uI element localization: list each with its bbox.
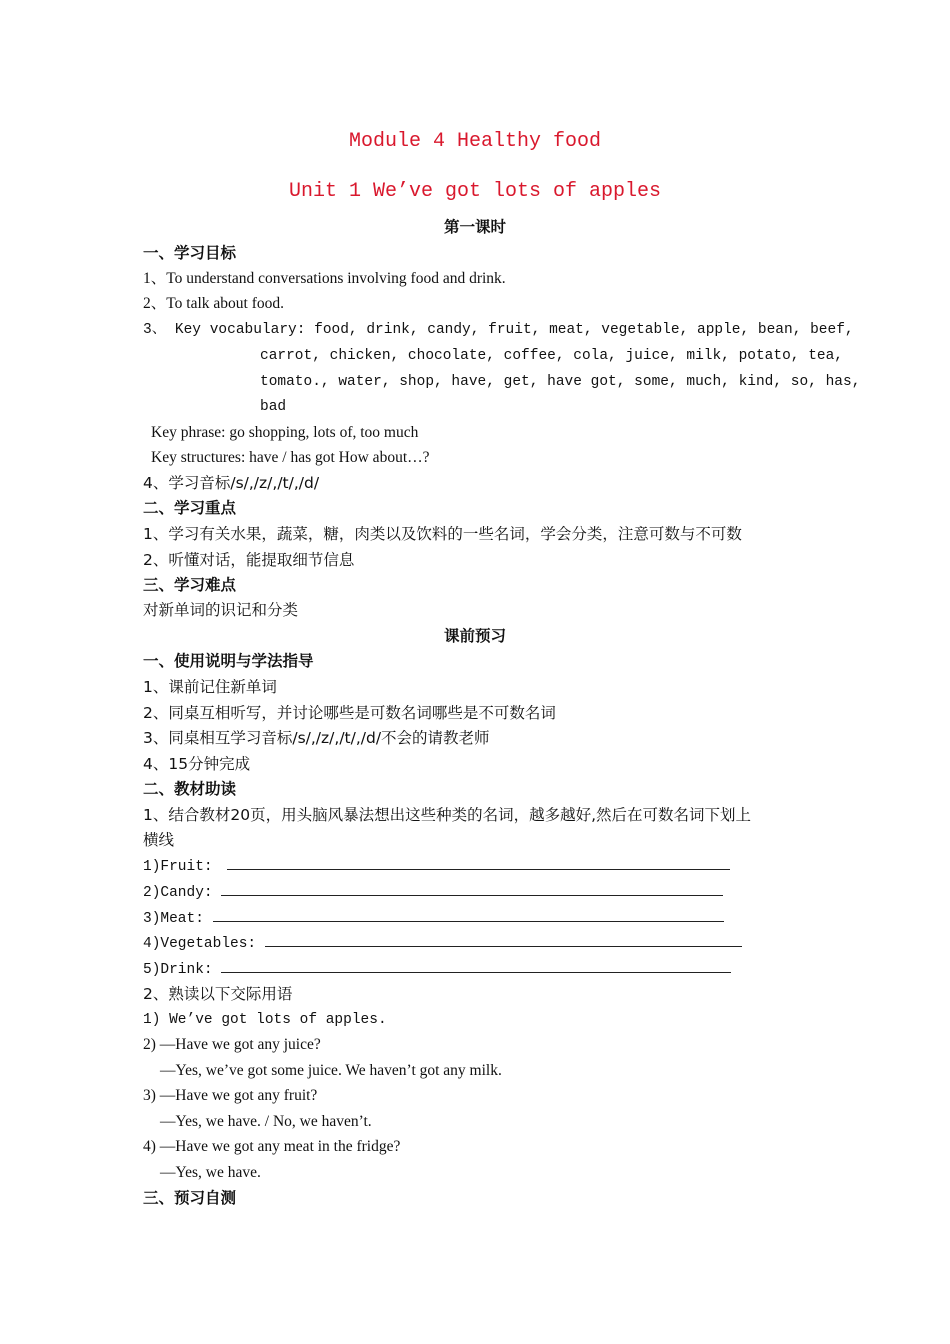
- fill-drink: [143, 958, 731, 981]
- lesson-label: 第一课时: [443, 218, 506, 236]
- fill-meat-blank[interactable]: [213, 907, 724, 922]
- reading-question-1-line1: 1、结合教材20页，用头脑风暴法想出这些种类的名词，越多越好,然后在可数名词下划上: [143, 806, 752, 824]
- fill-candy: [143, 881, 723, 904]
- fill-fruit: [143, 855, 730, 878]
- reading-question-2: 2、熟读以下交际用语: [143, 985, 293, 1003]
- instruction-item-3: 3、同桌相互学习音标/s/,/z/,/t/,/d/不会的请教老师: [143, 729, 490, 747]
- dialogue-2-question: 2) —Have we got any juice?: [143, 1036, 321, 1053]
- fill-fruit-label: 1)Fruit:: [143, 859, 213, 875]
- key-point-1: 1、学习有关水果，蔬菜，糖，肉类以及饮料的一些名词，学会分类，注意可数与不可数: [143, 525, 742, 543]
- key-point-2: 2、听懂对话，能提取细节信息: [143, 551, 355, 569]
- objective-item-4: 4、学习音标/s/,/z/,/t/,/d/: [143, 474, 320, 492]
- reading-question-1-line2: 横线: [143, 831, 175, 849]
- objective-item-3-line1: 3、 Key vocabulary: food, drink, candy, fruit, meat, vegetable, apple, bean, beef,: [143, 322, 854, 338]
- instruction-item-4: 4、15分钟完成: [143, 755, 251, 773]
- section-instructions-heading: 一、使用说明与学法指导: [143, 652, 314, 670]
- fill-fruit-blank[interactable]: [227, 855, 730, 870]
- fill-candy-blank[interactable]: [221, 881, 723, 896]
- objective-item-1: 1、To understand conversations involving food and drink.: [143, 270, 506, 287]
- dialogue-3-answer: —Yes, we have. / No, we haven’t.: [160, 1113, 372, 1130]
- fill-meat: [143, 907, 724, 930]
- instruction-item-1: 1、课前记住新单词: [143, 678, 277, 696]
- key-structures: Key structures: have / has got How about…?: [151, 449, 430, 466]
- fill-drink-blank[interactable]: [221, 958, 731, 973]
- dialogue-4-question: 4) —Have we got any meat in the fridge?: [143, 1138, 401, 1155]
- module-title: Module 4 Healthy food: [348, 130, 602, 153]
- dialogue-2-answer: —Yes, we’ve got some juice. We haven’t got any milk.: [160, 1062, 502, 1079]
- key-phrase: Key phrase: go shopping, lots of, too much: [151, 424, 419, 441]
- fill-vegetables: [143, 932, 742, 955]
- fill-candy-label: 2)Candy:: [143, 885, 213, 901]
- dialogue-3-question: 3) —Have we got any fruit?: [143, 1087, 318, 1104]
- preview-label: 课前预习: [443, 627, 506, 645]
- fill-meat-label: 3)Meat:: [143, 911, 204, 927]
- fill-vegetables-blank[interactable]: [265, 932, 742, 947]
- objective-item-3-line3: tomato., water, shop, have, get, have got, some, much, kind, so, has,: [260, 374, 861, 390]
- instruction-item-2: 2、同桌互相听写，并讨论哪些是可数名词哪些是不可数名词: [143, 704, 556, 722]
- unit-title: Unit 1 We’ve got lots of apples: [288, 180, 662, 203]
- difficulty-text: 对新单词的识记和分类: [143, 601, 299, 619]
- objective-item-3-line4: bad: [260, 399, 287, 415]
- section-reading-heading: 二、教材助读: [143, 780, 237, 798]
- section-difficulty-heading: 三、学习难点: [143, 576, 237, 594]
- fill-drink-label: 5)Drink:: [143, 962, 213, 978]
- dialogue-1: 1) We’ve got lots of apples.: [143, 1012, 387, 1028]
- fill-vegetables-label: 4)Vegetables:: [143, 936, 257, 952]
- objective-item-3-line2: carrot, chicken, chocolate, coffee, cola, juice, milk, potato, tea,: [260, 348, 843, 364]
- section-objectives-heading: 一、学习目标: [143, 244, 237, 262]
- section-key-points-heading: 二、学习重点: [143, 499, 237, 517]
- objective-item-2: 2、To talk about food.: [143, 295, 284, 312]
- dialogue-4-answer: —Yes, we have.: [160, 1164, 261, 1181]
- section-self-test-heading: 三、预习自测: [143, 1189, 237, 1207]
